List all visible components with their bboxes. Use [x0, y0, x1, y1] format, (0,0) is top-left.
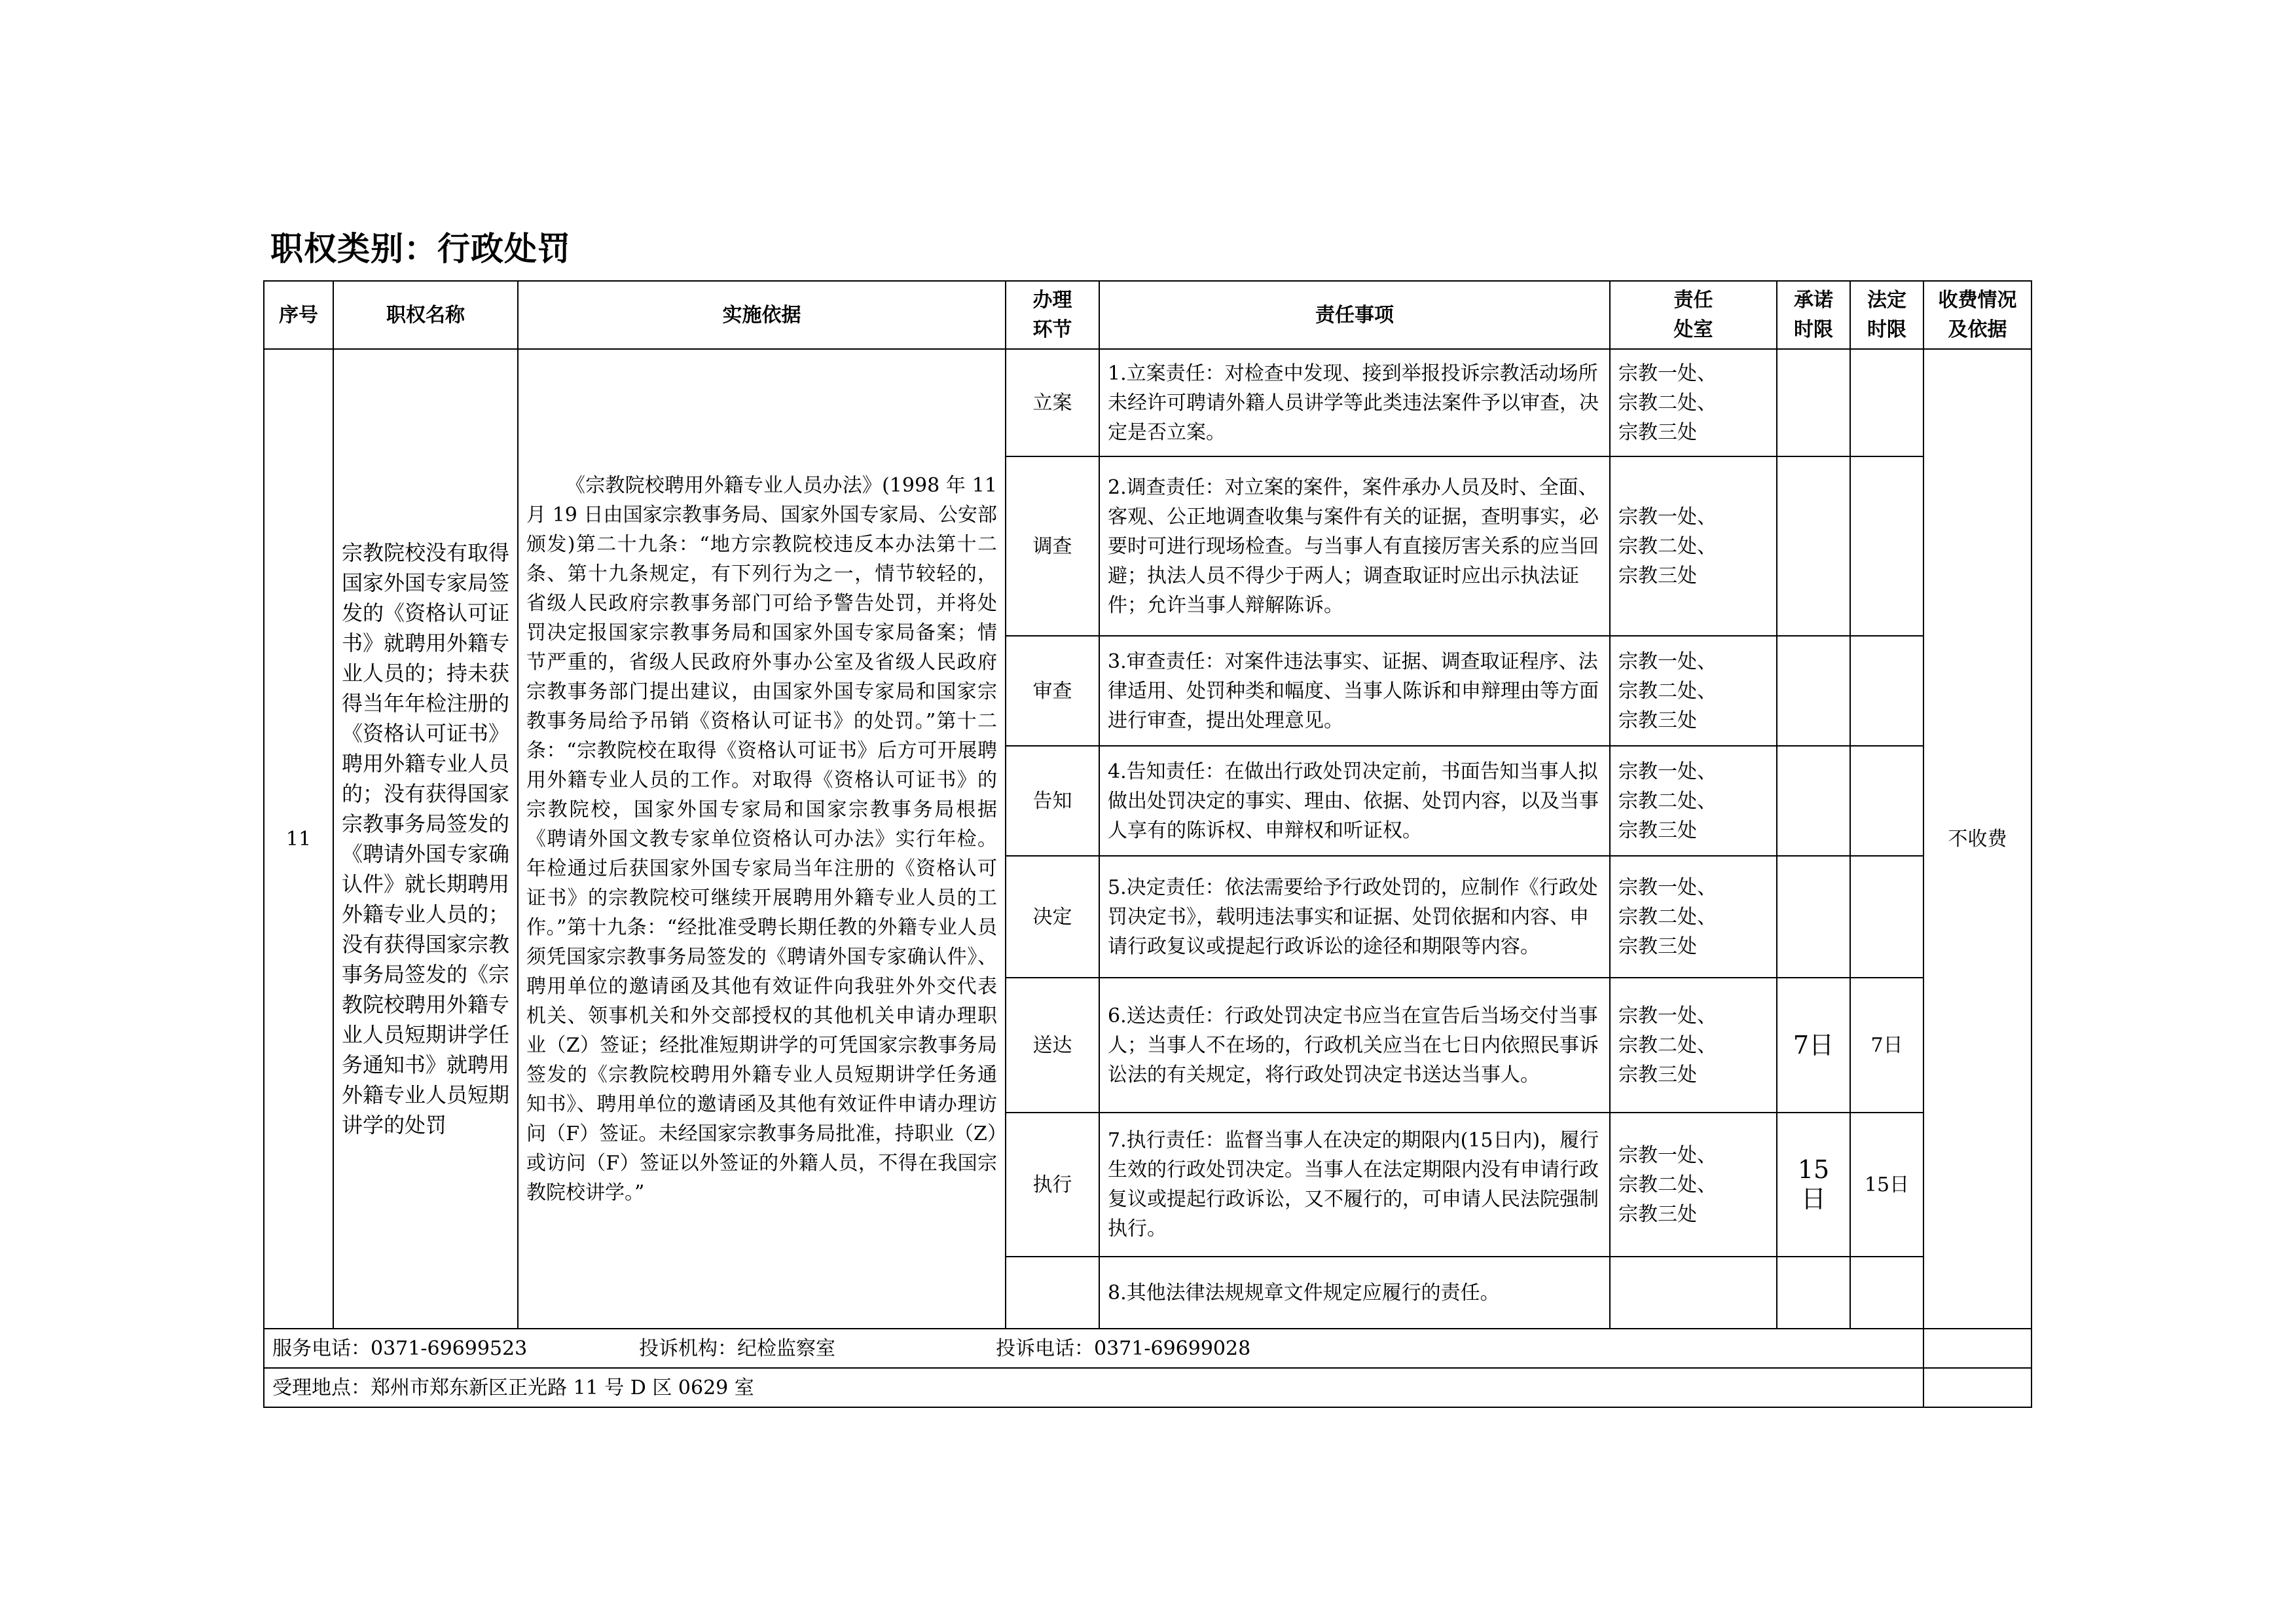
stage-promise [1777, 1257, 1850, 1329]
stage-dept: 宗教一处、 宗教二处、 宗教三处 [1610, 856, 1777, 978]
stage-name: 审查 [1006, 636, 1099, 746]
stage-legal [1850, 456, 1923, 636]
page-title: 职权类别：行政处罚 [270, 230, 571, 268]
stage-duty: 4.告知责任：在做出行政处罚决定前，书面告知当事人拟做出处罚决定的事实、理由、依据、处罚内容，以及当事人享有的陈诉权、申辩权和听证权。 [1099, 746, 1610, 856]
stage-name: 送达 [1006, 978, 1099, 1113]
header-fee: 收费情况 及依据 [1923, 281, 2032, 349]
header-seq: 序号 [264, 281, 333, 349]
address: 受理地点：郑州市郑东新区正光路 11 号 D 区 0629 室 [264, 1368, 1923, 1407]
stage-promise [1777, 456, 1850, 636]
complaint-org: 投诉机构：纪检监察室 [639, 1337, 835, 1360]
stage-legal [1850, 1257, 1923, 1329]
stage-dept: 宗教一处、 宗教二处、 宗教三处 [1610, 636, 1777, 746]
footer-address-row [264, 1368, 2032, 1407]
stage-duty: 3.审查责任：对案件违法事实、证据、调查取证程序、法律适用、处罚种类和幅度、当事人陈诉和申辩理由等方面进行审查，提出处理意见。 [1099, 636, 1610, 746]
header-promise: 承诺 时限 [1777, 281, 1850, 349]
stage-legal [1850, 746, 1923, 856]
stage-dept: 宗教一处、 宗教二处、 宗教三处 [1610, 1113, 1777, 1257]
stage-promise [1777, 636, 1850, 746]
stage-dept: 宗教一处、 宗教二处、 宗教三处 [1610, 978, 1777, 1113]
stage-dept: 宗教一处、 宗教二处、 宗教三处 [1610, 456, 1777, 636]
stage-duty: 6.送达责任：行政处罚决定书应当在宣告后当场交付当事人；当事人不在场的，行政机关应当在七日内依照民事诉讼法的有关规定，将行政处罚决定书送达当事人。 [1099, 978, 1610, 1113]
row-seq: 11 [264, 349, 333, 1329]
header-basis: 实施依据 [518, 281, 1006, 349]
complaint-phone: 投诉电话：0371-69699028 [996, 1337, 1251, 1360]
stage-legal [1850, 856, 1923, 978]
stage-promise: 15日 [1777, 1113, 1850, 1257]
stage-promise [1777, 856, 1850, 978]
stage-dept: 宗教一处、 宗教二处、 宗教三处 [1610, 746, 1777, 856]
footer-contact [264, 1329, 1923, 1368]
service-phone: 服务电话：0371-69699523 [272, 1337, 528, 1360]
stage-dept [1610, 1257, 1777, 1329]
stage-promise: 7日 [1777, 978, 1850, 1113]
stage-duty: 2.调查责任：对立案的案件，案件承办人员及时、全面、客观、公正地调查收集与案件有关的证据，查明事实，必要时可进行现场检查。与当事人有直接厉害关系的应当回避；执法人员不得少于两人；调查取证时应出示执法证件；允许当事人辩解陈诉。 [1099, 456, 1610, 636]
stage-legal: 7日 [1850, 978, 1923, 1113]
table-row [264, 349, 2032, 456]
footer-blank-cell [1923, 1329, 2032, 1368]
stage-duty: 5.决定责任：依法需要给予行政处罚的，应制作《行政处罚决定书》，载明违法事实和证据、处罚依据和内容、申请行政复议或提起行政诉讼的途径和期限等内容。 [1099, 856, 1610, 978]
header-duty: 责任事项 [1099, 281, 1610, 349]
fee-status: 不收费 [1923, 349, 2032, 1329]
footer-contact-row [264, 1329, 2032, 1368]
stage-name: 立案 [1006, 349, 1099, 456]
stage-name [1006, 1257, 1099, 1329]
stage-promise [1777, 349, 1850, 456]
header-row [264, 281, 2032, 349]
stage-duty: 7.执行责任：监督当事人在决定的期限内(15日内)，履行生效的行政处罚决定。当事人在法定期限内没有申请行政复议或提起行政诉讼，又不履行的，可申请人民法院强制执行。 [1099, 1113, 1610, 1257]
header-legal: 法定 时限 [1850, 281, 1923, 349]
stage-duty: 1.立案责任：对检查中发现、接到举报投诉宗教活动场所未经许可聘请外籍人员讲学等此类违法案件予以审查，决定是否立案。 [1099, 349, 1610, 456]
power-name: 宗教院校没有取得国家外国专家局签发的《资格认可证书》就聘用外籍专业人员的；持未获得当年年检注册的《资格认可证书》聘用外籍专业人员的；没有获得国家宗教事务局签发的《聘请外国专家确认件》就长期聘用外籍专业人员的；没有获得国家宗教事务局签发的《宗教院校聘用外籍专业人员短期讲学任务通知书》就聘用外籍专业人员短期讲学的处罚 [333, 349, 518, 1329]
stage-name: 告知 [1006, 746, 1099, 856]
stage-dept: 宗教一处、 宗教二处、 宗教三处 [1610, 349, 1777, 456]
header-stage: 办理 环节 [1006, 281, 1099, 349]
header-name: 职权名称 [333, 281, 518, 349]
header-dept: 责任 处室 [1610, 281, 1777, 349]
stage-name: 决定 [1006, 856, 1099, 978]
stage-legal [1850, 636, 1923, 746]
stage-legal [1850, 349, 1923, 456]
stage-legal: 15日 [1850, 1113, 1923, 1257]
stage-duty: 8.其他法律法规规章文件规定应履行的责任。 [1099, 1257, 1610, 1329]
footer-blank-cell [1923, 1368, 2032, 1407]
stage-name: 调查 [1006, 456, 1099, 636]
legal-basis: 《宗教院校聘用外籍专业人员办法》(1998 年 11 月 19 日由国家宗教事务局、国家外国专家局、公安部颁发)第二十九条：“地方宗教院校违反本办法第十二条、第十九条规定，有下列行为之一，情节较轻的，省级人民政府宗教事务部门可给予警告处罚，并将处罚决定报国家宗教事务局和国家外国专家局备案；情节严重的，省级人民政府外事办公室及省级人民政府宗教事务部门提出建议，由国家外国专家局和国家宗教事务局给予吊销《资格认可证书》的处罚。”第十二条：“宗教院校在取得《资格认可证书》后方可开展聘用外籍专业人员的工作。对取得《资格认可证书》的宗教院校，国家外国专家局和国家宗教事务局根据《聘请外国文教专家单位资格认可办法》实行年检。年检通过后获国家外国专家局当年注册的《资格认可证书》的宗教院校可继续开展聘用外籍专业人员的工作。”第十九条：“经批准受聘长期任教的外籍专业人员须凭国家宗教事务局签发的《聘请外国专家确认件》、聘用单位的邀请函及其他有效证件向我驻外外交代表机关、领事机关和外交部授权的其他机关申请办理职业（Z）签证；经批准短期讲学的可凭国家宗教事务局签发的《宗教院校聘用外籍专业人员短期讲学任务通知书》、聘用单位的邀请函及其他有效证件申请办理访问（F）签证。未经国家宗教事务局批准，持职业（Z）或访问（F）签证以外签证的外籍人员，不得在我国宗教院校讲学。” [518, 349, 1006, 1329]
stage-name: 执行 [1006, 1113, 1099, 1257]
stage-promise [1777, 746, 1850, 856]
responsibility-table [263, 280, 2032, 1408]
